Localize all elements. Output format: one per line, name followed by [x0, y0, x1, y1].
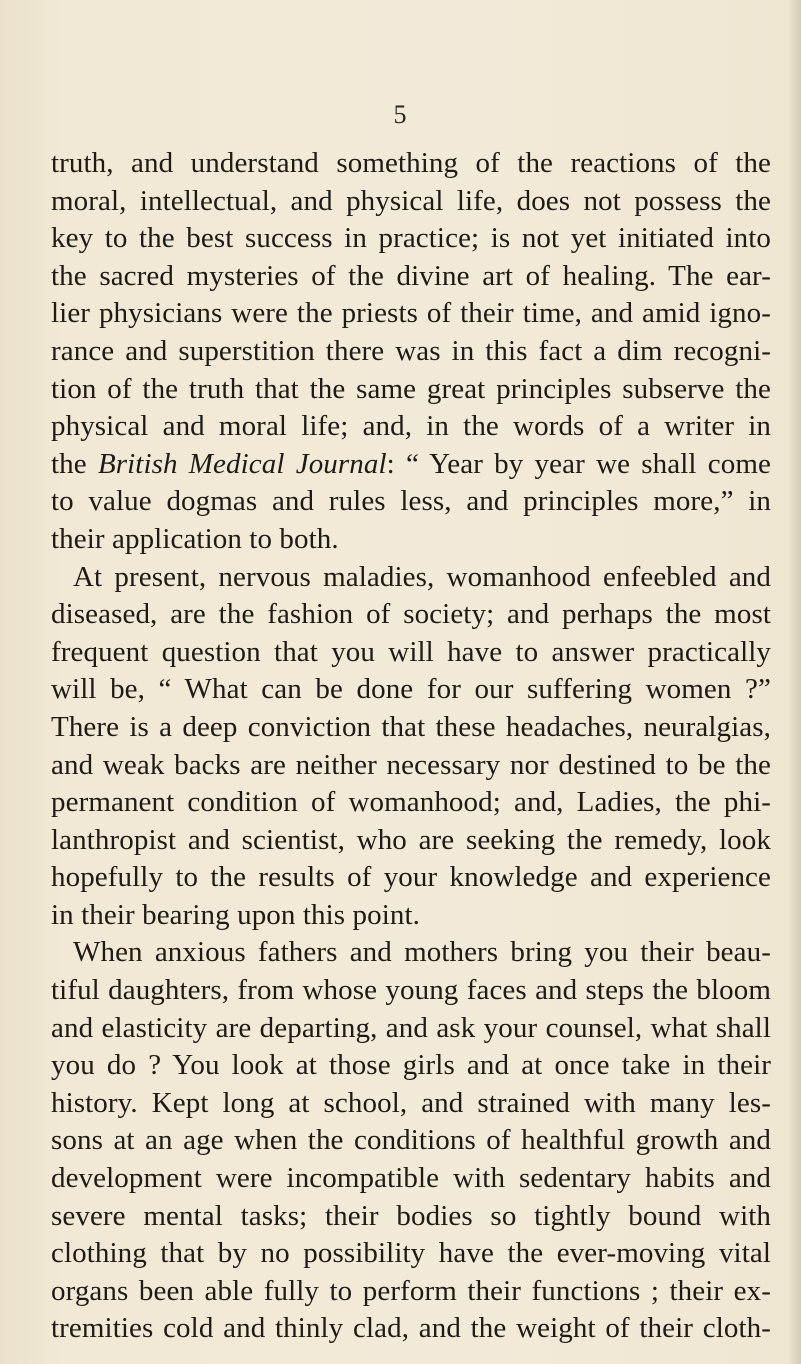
text-fragment: the: [51, 447, 98, 480]
text-line: truth, and understand something of the reactions of the: [51, 147, 771, 179]
text-line: history. Kept long at school, and strained with many les-: [51, 1086, 771, 1119]
text-line: organs been able fully to perform their functions ; their ex-: [51, 1274, 771, 1307]
text-line: the sacred mysteries of the divine art of healing. The ear-: [51, 259, 771, 292]
text-line: lier physicians were the priests of their time, and amid igno-: [51, 297, 771, 330]
text-line: permanent condition of womanhood; and, Ladies, the phi-: [51, 786, 771, 819]
text-line: There is a deep conviction that these headaches, neuralgias,: [51, 710, 771, 743]
page-number: 5: [393, 100, 407, 129]
text-line: diseased, are the fashion of society; and perhaps the most: [51, 598, 771, 631]
text-line: physical and moral life; and, in the words of a writer in: [51, 410, 771, 443]
text-line: clothing that by no possibility have the ever-moving vital: [51, 1237, 771, 1270]
text-line: hopefully to the results of your knowledge and experience: [51, 861, 771, 894]
text-line: and weak backs are neither necessary nor destined to be the: [51, 748, 771, 781]
text-line: development were incompatible with sedentary habits and: [51, 1162, 771, 1195]
text-line: lanthropist and scientist, who are seeking the remedy, look: [51, 823, 771, 856]
text-line: to value dogmas and rules less, and principles more,” in: [51, 485, 771, 518]
text-line: sons at an age when the conditions of healthful growth and: [51, 1124, 771, 1157]
text-line: frequent question that you will have to answer practically: [51, 635, 771, 668]
text-line: in their bearing upon this point.: [51, 898, 420, 931]
text-line: tremities cold and thinly clad, and the weight of their cloth-: [51, 1312, 771, 1345]
text-line: rance and superstition there was in this fact a dim recogni-: [51, 334, 771, 367]
text-line: key to the best success in practice; is not yet initiated into: [51, 222, 771, 255]
text-line: tion of the truth that the same great principles subserve the: [51, 372, 771, 405]
body-text: [51, 145, 771, 1348]
text-line: you do ? You look at those girls and at once take in their: [51, 1049, 771, 1082]
text-fragment: : “ Year by year we shall come: [386, 447, 771, 480]
text-line: tiful daughters, from whose young faces and steps the bloom: [51, 974, 771, 1007]
page-edge-shadow: [787, 0, 801, 1364]
text-line: severe mental tasks; their bodies so tightly bound with: [51, 1199, 771, 1232]
text-line-with-citation: [51, 446, 771, 484]
text-line: moral, intellectual, and physical life, does not possess the: [51, 184, 771, 217]
text-line: and elasticity are departing, and ask your counsel, what shall: [51, 1011, 771, 1044]
text-line: their application to both.: [51, 522, 339, 555]
text-line: will be, “ What can be done for our suffering women ?”: [51, 673, 771, 706]
journal-title: British Medical Journal: [97, 447, 387, 480]
paragraph-start-line: When anxious fathers and mothers bring you their beau-: [73, 936, 771, 969]
paragraph-start-line: At present, nervous maladies, womanhood enfeebled and: [73, 560, 771, 593]
